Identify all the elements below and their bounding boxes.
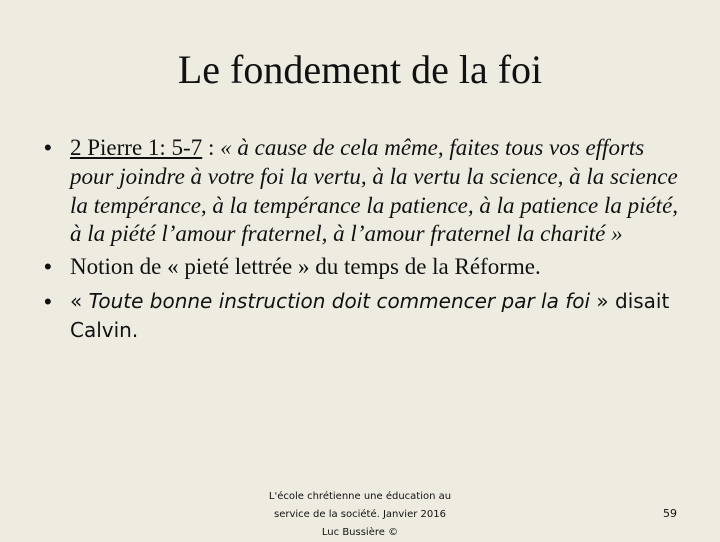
footer-line-2: service de la société. Janvier 2016 bbox=[274, 509, 446, 520]
bullet-list bbox=[44, 134, 684, 345]
notion-text: Notion de « pieté lettrée » du temps de la Réforme. bbox=[70, 254, 541, 280]
scripture-quote: « à cause de cela même, faites tous vos efforts pour joindre à votre foi la vertu, à la vertu la science, à la science la tempérance, à la tempérance la patience, à la patience la piété, à la piété l’amour fraternel, à l’amour fraternel la charité » bbox=[70, 135, 679, 247]
bullet-icon: • bbox=[44, 288, 52, 314]
bullet-item-scripture bbox=[44, 134, 684, 249]
footer-line-3: Luc Bussière © bbox=[321, 527, 399, 538]
bullet-icon: • bbox=[44, 135, 52, 160]
calvin-quote-open: « bbox=[70, 288, 89, 313]
bullet-item-calvin bbox=[44, 287, 684, 345]
scripture-reference: 2 Pierre 1: 5-7 bbox=[70, 135, 203, 160]
slide-title: Le fondement de la foi bbox=[177, 47, 543, 92]
footer-line-1: L'école chrétienne une éducation au bbox=[268, 491, 452, 502]
page-number: 59 bbox=[663, 507, 677, 520]
bullet-icon: • bbox=[44, 254, 52, 280]
slide-footer bbox=[244, 488, 476, 542]
bullet-item-notion bbox=[44, 253, 684, 282]
reference-separator: : bbox=[202, 135, 221, 160]
calvin-quote: Toute bonne instruction doit commencer par la foi bbox=[88, 288, 591, 313]
calvin-attribution: » disait Calvin. bbox=[70, 288, 670, 342]
